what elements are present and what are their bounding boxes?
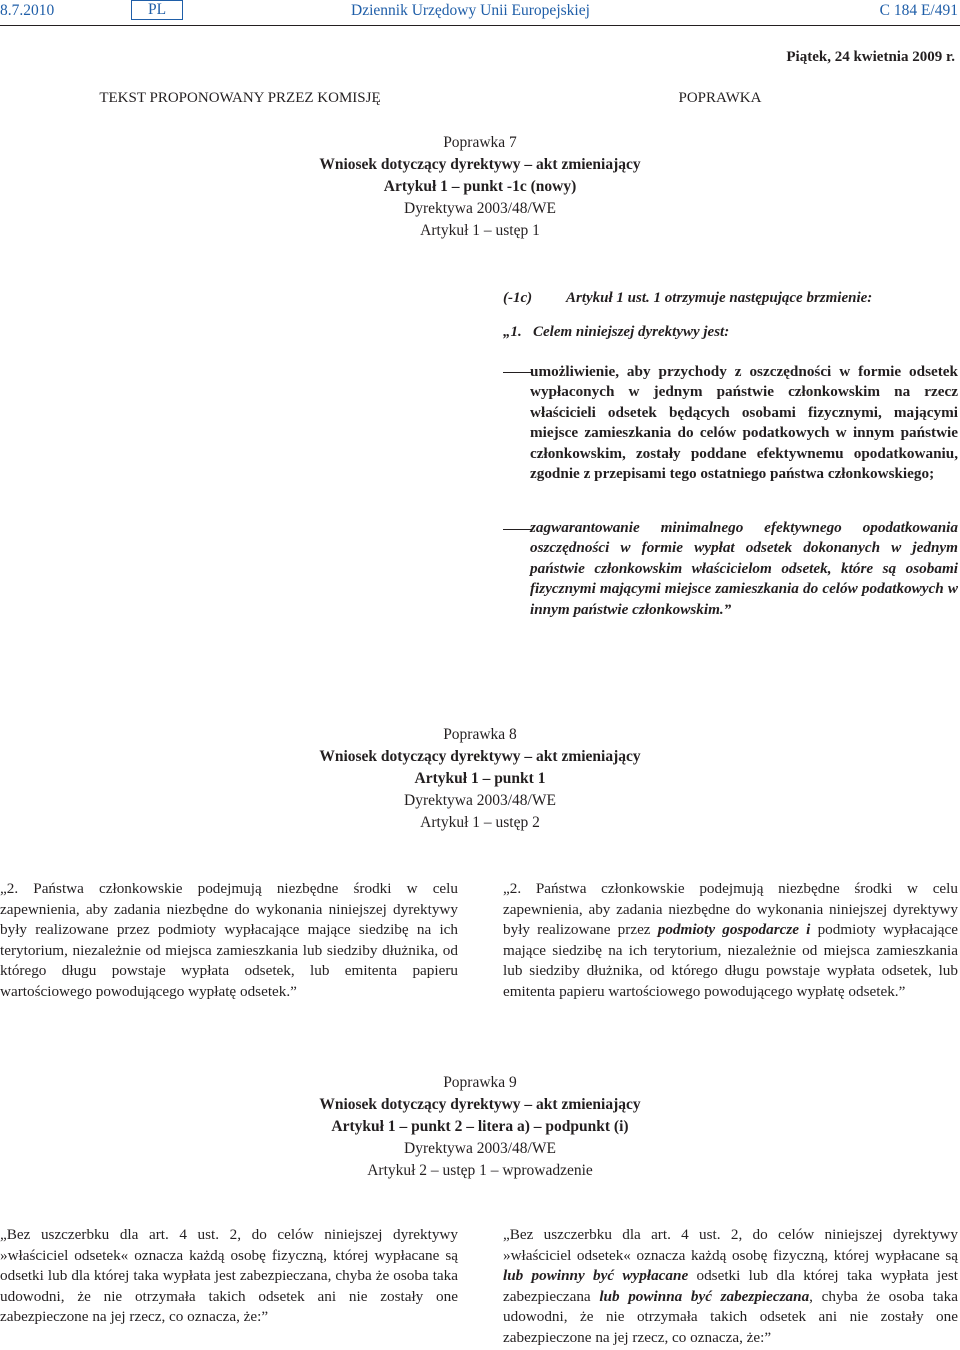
amendment-text-part: odsetki lub dla której taka wypłata jest zabezpieczana (503, 1267, 958, 1305)
objective-bullet-2: zagwarantowanie minimalnego efektywnego opodatkowania oszczędności w formie wypłat odsetek dokonanych w jednym państwie członkowskim właścicielom odsetek, które są osobami fizycznymi mającymi miejsce zamieszkania do celów podatkowych w innym państwie członkowskim.” (530, 519, 958, 618)
column-heading-left: TEKST PROPONOWANY PRZEZ KOMISJĘ (99, 90, 381, 106)
amendment-text-9 (503, 1225, 958, 1349)
amendment-title: Poprawka 8 (443, 726, 517, 743)
amendment-paragraph: Artykuł 1 – ustęp 2 (420, 814, 540, 831)
amendment-text-8 (503, 879, 958, 1003)
amendment-article: Artykuł 1 – punkt 2 – litera a) – podpunkt (i) (331, 1118, 629, 1135)
amendment-article: Artykuł 1 – punkt 1 (414, 770, 546, 787)
point-intro: Artykuł 1 ust. 1 otrzymuje następujące brzmienie: (566, 290, 873, 306)
header-rule (0, 25, 960, 26)
amendment-subject: Wniosek dotyczący dyrektywy – akt zmieniający (319, 156, 641, 173)
directive-intro: „1. Celem niniejszej dyrektywy jest: (503, 324, 730, 340)
amendment-text-part: podmioty wypłacające mające siedzibę na ich terytorium, niezależnie od miejsca zamieszkania lub siedziby dłużnika, od którego długu powstaje wypłata odsetek, lub emitenta papieru wartościowego powodującego wypłatę odsetek.” (503, 921, 958, 1000)
amendment-subject: Wniosek dotyczący dyrektywy – akt zmieniający (319, 748, 641, 765)
journal-title: Dziennik Urzędowy Unii Europejskiej (351, 2, 590, 19)
publication-date: 8.7.2010 (0, 2, 55, 19)
amendment-paragraph: Artykuł 2 – ustęp 1 – wprowadzenie (367, 1162, 593, 1179)
amendment-paragraph: Artykuł 1 – ustęp 1 (420, 222, 540, 239)
amended-insertion: podmioty gospodarcze i (657, 921, 811, 939)
amendment-directive: Dyrektywa 2003/48/WE (404, 200, 556, 217)
amendment-text-part: , chyba że osoba taka udowodni, że nie otrzymała takich odsetek ani nie zostały one zabezpieczone na jej rzecz, co oznacza, że:” (503, 1287, 958, 1346)
sitting-date: Piątek, 24 kwietnia 2009 r. (786, 49, 955, 65)
column-heading-right: POPRAWKA (678, 90, 762, 106)
amended-insertion: lub powinny być wypłacane (503, 1267, 689, 1285)
bullet-dash (503, 372, 533, 373)
amendment-title: Poprawka 7 (443, 134, 517, 151)
objective-bullet-1: umożliwienie, aby przychody z oszczędności w formie odsetek wypłaconych w jednym państwie członkowskim na rzecz właścicieli odsetek będących osobami fizycznymi, mającymi miejsce zamieszkania do celów podatkowych w innym państwie członkowskim, zostały poddane efektywnemu opodatkowaniu, zgodnie z przepisami tego ostatniego państwa członkowskiego; (530, 363, 958, 483)
amendment-title: Poprawka 9 (443, 1074, 517, 1091)
commission-text-9: „Bez uszczerbku dla art. 4 ust. 2, do celów niniejszej dyrektywy »właściciel odsetek« oznacza każdą osobę fizyczną, której wypłacane są odsetki lub dla której taka wypłata jest zabezpieczana, chyba że osoba taka udowodni, że nie otrzymała takich odsetek ani nie zostały one zabezpieczone na jej rzecz, co oznacza, że:” (0, 1226, 458, 1326)
amendment-directive: Dyrektywa 2003/48/WE (404, 1140, 556, 1157)
amendment-text-part: „2. Państwa członkowskie podejmują niezbędne środki w celu zapewnienia, aby zadania niezbędne do wykonania niniejszej dyrektywy były realizowane przez (503, 880, 958, 939)
amendment-text-part: „Bez uszczerbku dla art. 4 ust. 2, do celów niniejszej dyrektywy »właściciel odsetek« oznacza każdą osobę fizyczną, której wypłacane są (503, 1226, 958, 1264)
point-number: (-1c) (503, 290, 533, 306)
commission-text-8: „2. Państwa członkowskie podejmują niezbędne środki w celu zapewnienia, aby zadania niezbędne do wykonania niniejszej dyrektywy były realizowane przez podmioty wypłacające mające siedzibę na ich terytorium, niezależnie od miejsca zamieszkania lub siedziby dłużnika, od którego długu powstaje wypłata odsetek, lub emitenta papieru wartościowego powodującego wypłatę odsetek.” (0, 880, 458, 1000)
amendment-7-heading (0, 132, 960, 242)
amended-insertion: lub powinna być zabezpieczana (599, 1287, 810, 1305)
amendment-8-heading (0, 724, 960, 834)
amendment-article: Artykuł 1 – punkt -1c (nowy) (383, 178, 577, 195)
bullet-dash (503, 529, 533, 530)
language-badge: PL (131, 0, 183, 20)
amendment-subject: Wniosek dotyczący dyrektywy – akt zmieniający (319, 1096, 641, 1113)
journal-reference: C 184 E/491 (879, 2, 958, 19)
amendment-directive: Dyrektywa 2003/48/WE (404, 792, 556, 809)
amendment-9-heading (0, 1072, 960, 1182)
